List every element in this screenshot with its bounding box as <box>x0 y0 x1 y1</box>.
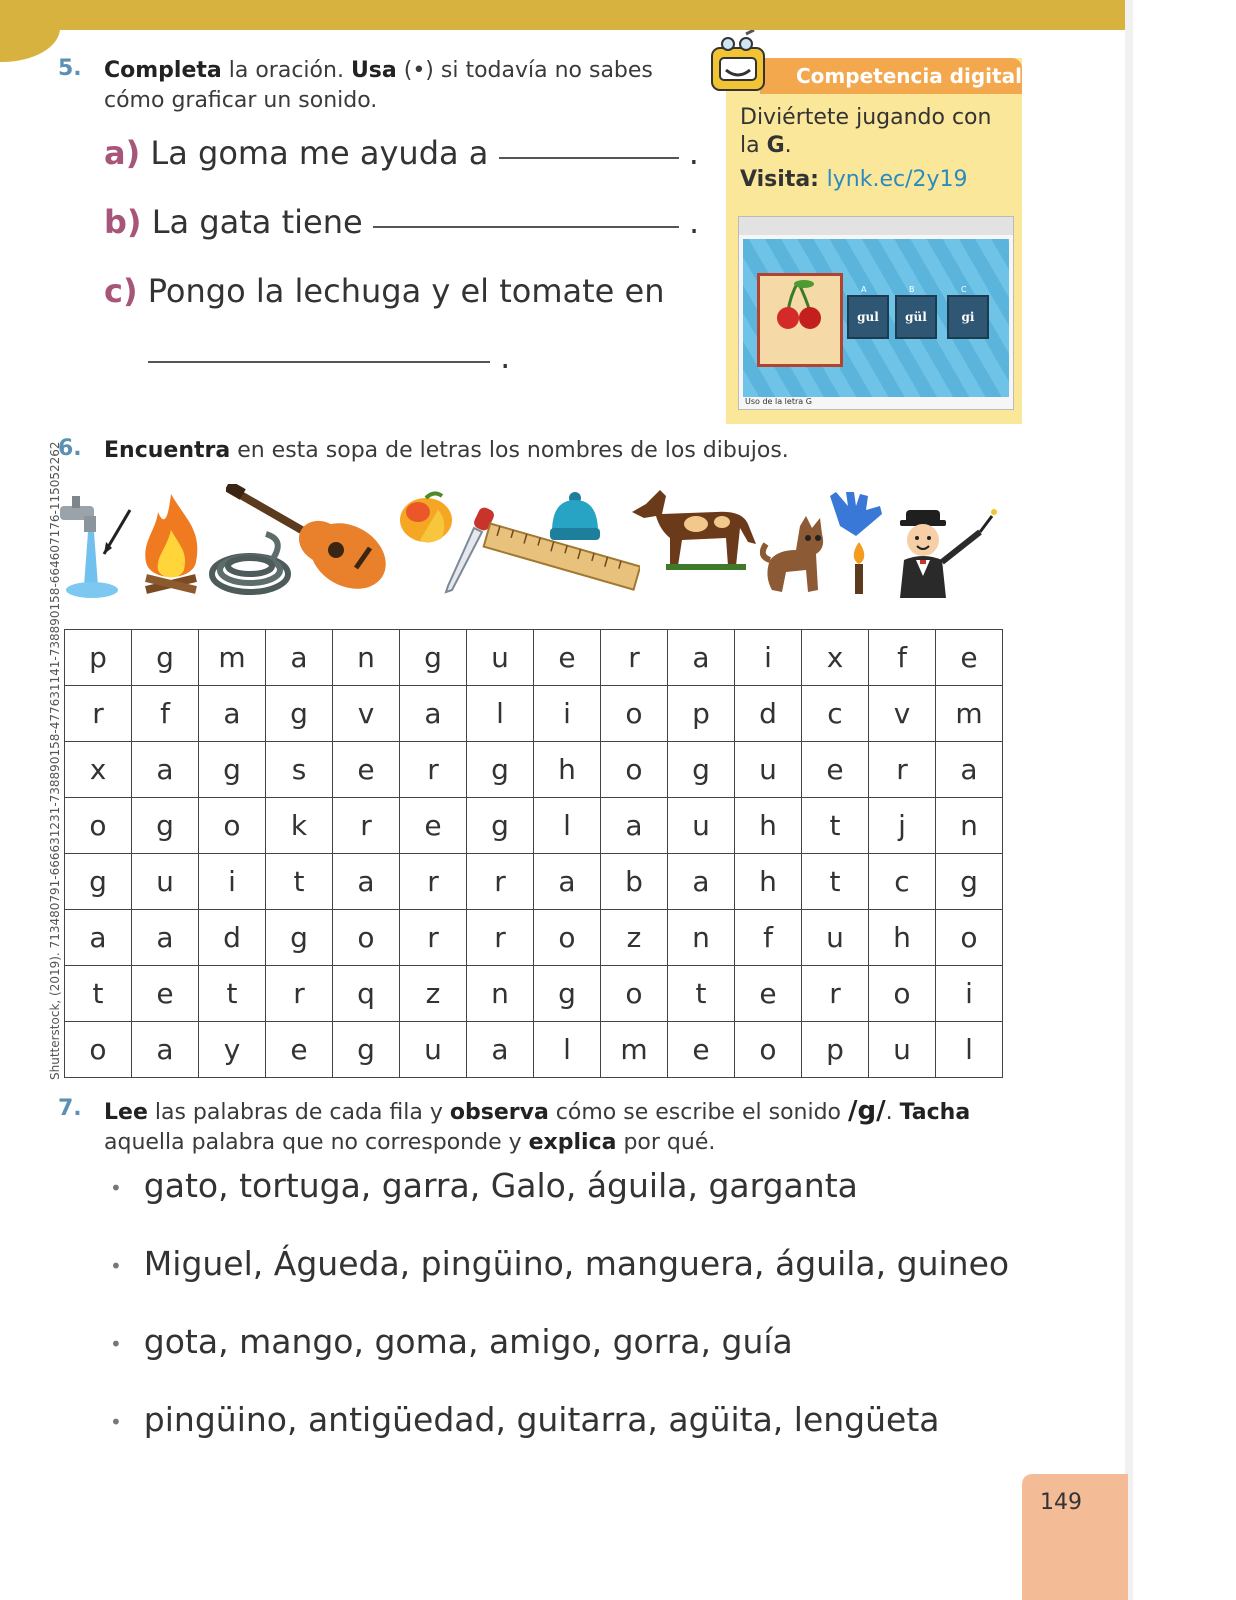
q5-item-b-text: La gata tiene <box>151 203 363 241</box>
grid-cell[interactable]: r <box>333 798 400 854</box>
grid-cell[interactable]: n <box>668 910 735 966</box>
grid-cell[interactable]: o <box>534 910 601 966</box>
robot-icon <box>706 30 772 96</box>
q6-instruction <box>104 436 789 466</box>
q7-sound: /g/ <box>848 1096 886 1126</box>
guitar-icon <box>226 484 396 594</box>
grid-cell[interactable]: a <box>266 630 333 686</box>
q5-item-b <box>104 203 699 241</box>
grid-cell[interactable]: t <box>802 798 869 854</box>
grid-cell[interactable]: y <box>199 1022 266 1078</box>
q7-row-1-text: gato, tortuga, garra, Galo, águila, garganta <box>143 1166 858 1205</box>
grid-cell[interactable]: c <box>802 686 869 742</box>
game-letter-c: C <box>961 285 967 294</box>
q5-text-line2: cómo graficar un sonido. <box>104 88 378 113</box>
grid-cell[interactable]: l <box>467 686 534 742</box>
grid-cell[interactable]: o <box>936 910 1003 966</box>
grid-row <box>65 742 1003 798</box>
game-screenshot <box>738 216 1014 410</box>
q5-item-a <box>104 134 699 172</box>
grid-row <box>65 686 1003 742</box>
grid-cell[interactable]: a <box>668 854 735 910</box>
grid-cell[interactable]: i <box>735 630 802 686</box>
grid-cell[interactable]: e <box>802 742 869 798</box>
q5-item-c-line2 <box>148 338 510 376</box>
game-caption: Uso de la letra G <box>745 397 812 406</box>
grid-cell[interactable]: g <box>400 630 467 686</box>
grid-cell[interactable]: g <box>266 910 333 966</box>
game-option-a[interactable]: gul <box>847 295 889 339</box>
grid-cell[interactable]: a <box>199 686 266 742</box>
grid-cell[interactable]: o <box>65 1022 132 1078</box>
grid-cell[interactable]: o <box>601 686 668 742</box>
game-area <box>743 239 1009 397</box>
q7-row-2[interactable]: • Miguel, Águeda, pingüino, manguera, águila, guineo <box>110 1244 1010 1283</box>
q7-verb-lee: Lee <box>104 1100 148 1125</box>
grid-cell[interactable]: l <box>534 798 601 854</box>
grid-cell[interactable]: h <box>735 798 802 854</box>
q5-text2: (•) si todavía no sabes <box>396 58 653 83</box>
digital-title: Competencia digital <box>760 58 1022 94</box>
q7-row-3-text: gota, mango, goma, amigo, gorra, guía <box>143 1322 793 1361</box>
grid-cell[interactable]: r <box>266 966 333 1022</box>
grid-cell[interactable]: e <box>936 630 1003 686</box>
grid-cell[interactable]: q <box>333 966 400 1022</box>
digital-letter-g: G <box>766 133 785 158</box>
q5-item-c-letter: c) <box>104 272 138 310</box>
grid-cell[interactable]: u <box>400 1022 467 1078</box>
top-band-curve <box>0 28 60 62</box>
grid-cell[interactable]: h <box>869 910 936 966</box>
grid-cell[interactable]: r <box>601 630 668 686</box>
grid-cell[interactable]: f <box>869 630 936 686</box>
q7-verb-observa: observa <box>449 1100 549 1125</box>
grid-cell[interactable]: d <box>199 910 266 966</box>
browser-bar <box>739 217 1013 235</box>
digital-text <box>740 104 1010 194</box>
grid-cell[interactable]: j <box>869 798 936 854</box>
faucet-water-icon <box>54 494 134 604</box>
grid-cell[interactable]: r <box>802 966 869 1022</box>
grid-cell[interactable]: t <box>65 966 132 1022</box>
grid-cell[interactable]: v <box>333 686 400 742</box>
grid-cell[interactable]: n <box>467 966 534 1022</box>
grid-cell[interactable]: a <box>65 910 132 966</box>
grid-cell[interactable]: b <box>601 854 668 910</box>
grid-cell[interactable]: u <box>869 1022 936 1078</box>
q5-text1: la oración. <box>221 58 351 83</box>
page-edge <box>1125 0 1133 1600</box>
grid-row <box>65 854 1003 910</box>
grid-cell[interactable]: r <box>400 854 467 910</box>
grid-cell[interactable]: x <box>802 630 869 686</box>
grid-cell[interactable]: m <box>936 686 1003 742</box>
q5-verb-completa: Completa <box>104 58 222 83</box>
grid-cell[interactable]: z <box>601 910 668 966</box>
q5-item-a-text: La goma me ayuda a <box>150 134 489 172</box>
q7-text3: . <box>885 1100 900 1125</box>
digital-visit-label: Visita: <box>740 167 827 192</box>
grid-cell[interactable]: g <box>199 742 266 798</box>
grid-cell[interactable]: o <box>199 798 266 854</box>
grid-cell[interactable]: g <box>534 966 601 1022</box>
grid-cell[interactable]: z <box>400 966 467 1022</box>
grid-cell[interactable]: i <box>199 854 266 910</box>
grid-row <box>65 798 1003 854</box>
horse-icon <box>626 484 760 570</box>
grid-cell[interactable]: r <box>467 854 534 910</box>
grid-cell[interactable]: e <box>735 966 802 1022</box>
grid-cell[interactable]: a <box>400 686 467 742</box>
cherry-card <box>757 273 843 367</box>
grid-cell[interactable]: d <box>735 686 802 742</box>
grid-cell[interactable]: l <box>534 1022 601 1078</box>
q5-item-c-text: Pongo la lechuga y el tomate en <box>147 272 665 310</box>
grid-cell[interactable]: k <box>266 798 333 854</box>
grid-cell[interactable]: a <box>668 630 735 686</box>
grid-cell[interactable]: p <box>668 686 735 742</box>
q7-instruction <box>104 1096 1024 1158</box>
top-band <box>0 0 1125 30</box>
grid-cell[interactable]: g <box>65 854 132 910</box>
q5-item-c-blank[interactable] <box>148 355 490 363</box>
grid-cell[interactable]: p <box>802 1022 869 1078</box>
q6-text: en esta sopa de letras los nombres de los dibujos. <box>230 438 789 463</box>
grid-cell[interactable]: o <box>735 1022 802 1078</box>
grid-cell[interactable]: u <box>735 742 802 798</box>
grid-cell[interactable]: a <box>467 1022 534 1078</box>
grid-cell[interactable]: a <box>534 854 601 910</box>
q6-verb: Encuentra <box>104 438 231 463</box>
grid-cell[interactable]: m <box>199 630 266 686</box>
grid-cell[interactable]: x <box>65 742 132 798</box>
grid-cell[interactable]: g <box>467 798 534 854</box>
grid-cell[interactable]: r <box>400 742 467 798</box>
grid-cell[interactable]: a <box>132 1022 199 1078</box>
grid-cell[interactable]: i <box>534 686 601 742</box>
grid-cell[interactable]: h <box>534 742 601 798</box>
grid-cell[interactable]: e <box>132 966 199 1022</box>
q5-item-a-blank[interactable] <box>499 151 679 159</box>
q5-item-a-period: . <box>688 134 699 172</box>
grid-cell[interactable]: o <box>601 742 668 798</box>
digital-link[interactable]: lynk.ec/2y19 <box>826 167 968 192</box>
grid-cell[interactable]: e <box>534 630 601 686</box>
grid-row <box>65 910 1003 966</box>
cat-icon <box>760 516 830 596</box>
grid-cell[interactable]: o <box>65 798 132 854</box>
grid-cell[interactable]: r <box>467 910 534 966</box>
grid-cell[interactable]: m <box>601 1022 668 1078</box>
digital-line2 <box>740 132 1010 160</box>
grid-cell[interactable]: g <box>467 742 534 798</box>
grid-cell[interactable]: t <box>266 854 333 910</box>
grid-row <box>65 966 1003 1022</box>
q7-row-1[interactable]: • gato, tortuga, garra, Galo, águila, garganta <box>110 1166 858 1205</box>
cherry-icon <box>760 276 840 336</box>
grid-cell[interactable]: g <box>266 686 333 742</box>
grid-cell[interactable]: a <box>936 742 1003 798</box>
q7-verb-tacha: Tacha <box>899 1100 971 1125</box>
grid-row <box>65 1022 1003 1078</box>
q5-item-c <box>104 272 664 310</box>
grid-cell[interactable]: g <box>132 630 199 686</box>
grid-cell[interactable]: u <box>802 910 869 966</box>
grid-cell[interactable]: u <box>467 630 534 686</box>
q5-number: 5. <box>58 56 82 81</box>
q5-item-c-period: . <box>500 338 511 376</box>
wool-hat-icon <box>546 492 604 544</box>
grid-cell[interactable]: a <box>601 798 668 854</box>
grid-cell[interactable]: l <box>936 1022 1003 1078</box>
grid-cell[interactable]: a <box>132 742 199 798</box>
page-number: 149 <box>1040 1490 1082 1515</box>
grid-cell[interactable]: u <box>668 798 735 854</box>
grid-cell[interactable]: a <box>333 854 400 910</box>
digital-line1: Diviértete jugando con <box>740 105 992 130</box>
grid-cell[interactable]: g <box>668 742 735 798</box>
grid-cell[interactable]: t <box>199 966 266 1022</box>
digital-line2-a: la <box>740 133 767 158</box>
grid-cell[interactable]: e <box>266 1022 333 1078</box>
grid-cell[interactable]: h <box>735 854 802 910</box>
game-letter-a: A <box>861 285 867 294</box>
grid-cell[interactable]: r <box>400 910 467 966</box>
boy-magician-icon <box>880 502 1004 598</box>
digital-line2-c: . <box>784 133 792 158</box>
q7-verb-explica: explica <box>528 1130 617 1155</box>
q7-row-4[interactable]: • pingüino, antigüedad, guitarra, agüita, lengüeta <box>110 1400 940 1439</box>
grid-cell[interactable]: v <box>869 686 936 742</box>
q7-row-4-text: pingüino, antigüedad, guitarra, agüita, lengüeta <box>143 1400 940 1439</box>
grid-cell[interactable]: f <box>735 910 802 966</box>
q5-item-b-period: . <box>689 203 700 241</box>
grid-cell[interactable]: u <box>132 854 199 910</box>
grid-cell[interactable]: t <box>668 966 735 1022</box>
game-letter-b: B <box>909 285 915 294</box>
q6-number: 6. <box>58 436 82 461</box>
grid-cell[interactable]: g <box>333 1022 400 1078</box>
grid-cell[interactable]: f <box>132 686 199 742</box>
q7-text1: las palabras de cada fila y <box>147 1100 450 1125</box>
grid-cell[interactable]: n <box>333 630 400 686</box>
grid-cell[interactable]: g <box>132 798 199 854</box>
image-credit: Shutterstock, (2019). 713480791-666631231-738890158-477631141-738890158-664607176-115052262 <box>48 441 62 1080</box>
grid-cell[interactable]: g <box>936 854 1003 910</box>
grid-cell[interactable]: a <box>132 910 199 966</box>
grid-cell[interactable]: e <box>333 742 400 798</box>
word-search-grid <box>64 629 1003 1078</box>
q7-text2: cómo se escribe el sonido <box>548 1100 848 1125</box>
game-option-c[interactable]: gi <box>947 295 989 339</box>
q5-verb-usa: Usa <box>350 58 397 83</box>
grid-cell[interactable]: r <box>65 686 132 742</box>
torch-icon <box>848 540 870 596</box>
fire-icon <box>136 490 206 600</box>
grid-cell[interactable]: t <box>802 854 869 910</box>
grid-cell[interactable]: o <box>869 966 936 1022</box>
q7-line2a: aquella palabra que no corresponde y <box>104 1130 529 1155</box>
grid-cell[interactable]: e <box>400 798 467 854</box>
grid-cell[interactable]: s <box>266 742 333 798</box>
q5-item-b-letter: b) <box>104 203 142 241</box>
q7-line2b: por qué. <box>616 1130 716 1155</box>
digital-visit <box>740 166 1010 194</box>
grid-cell[interactable]: n <box>936 798 1003 854</box>
q5-item-b-blank[interactable] <box>373 220 679 228</box>
grid-cell[interactable]: e <box>668 1022 735 1078</box>
q5-instruction <box>104 56 704 116</box>
game-option-b[interactable]: gül <box>895 295 937 339</box>
grid-row <box>65 630 1003 686</box>
q7-row-3[interactable]: • gota, mango, goma, amigo, gorra, guía <box>110 1322 793 1361</box>
q7-number: 7. <box>58 1096 82 1121</box>
grid-cell[interactable]: o <box>601 966 668 1022</box>
grid-cell[interactable]: o <box>333 910 400 966</box>
q5-item-a-letter: a) <box>104 134 141 172</box>
grid-cell[interactable]: r <box>869 742 936 798</box>
grid-cell[interactable]: i <box>936 966 1003 1022</box>
grid-cell[interactable]: c <box>869 854 936 910</box>
glove-icon <box>826 486 886 538</box>
q7-row-2-text: Miguel, Águeda, pingüino, manguera, águila, guineo <box>143 1244 1010 1283</box>
grid-cell[interactable]: p <box>65 630 132 686</box>
